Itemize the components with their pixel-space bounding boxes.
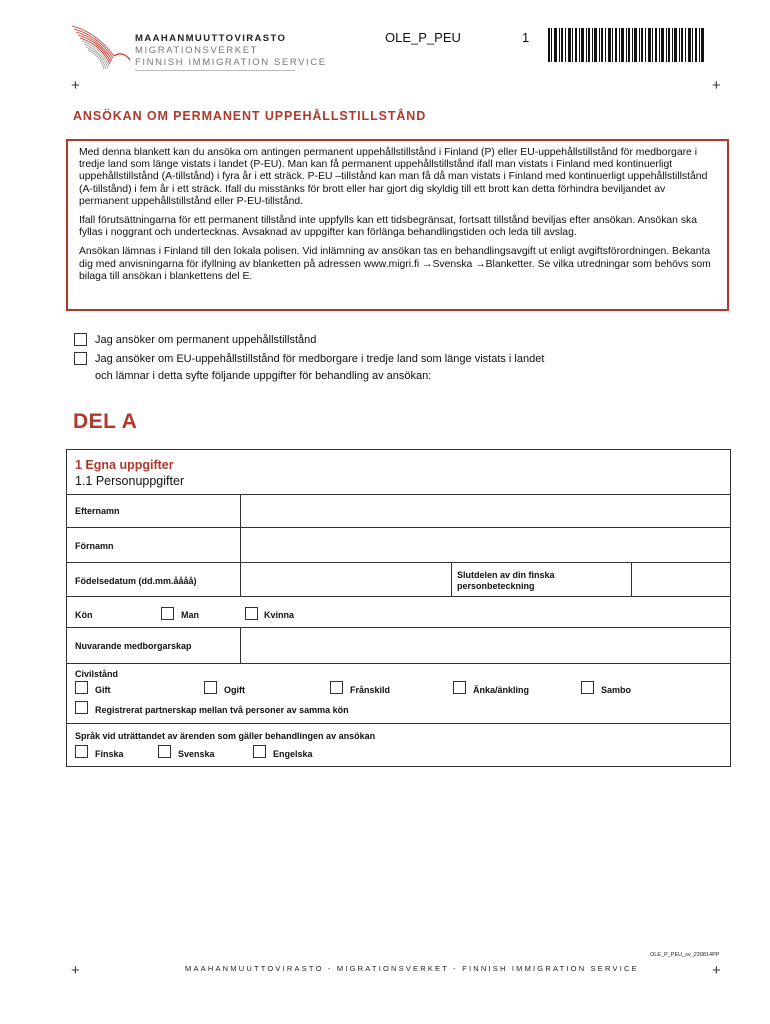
row-divider — [67, 663, 730, 664]
crosshair-icon: + — [71, 77, 80, 94]
org-name-fi: MAAHANMUUTTOVIRASTO — [135, 33, 287, 44]
header-rule — [135, 70, 295, 71]
checkbox-permanent-permit[interactable] — [74, 333, 87, 346]
footer-org-line: MAAHANMUUTTOVIRASTO - MIGRATIONSVERKET - FINNISH IMMIGRATION SERVICE — [185, 964, 639, 973]
checkbox-cohabiting[interactable] — [581, 681, 594, 694]
unmarried-label: Ogift — [224, 685, 245, 695]
column-divider — [451, 562, 452, 596]
intro-paragraph-3: Ansökan lämnas i Finland till den lokala polisen. Vid inlämning av ansökan tas en behandlingsavgift ut enligt avgiftsförordningen. Bekanta dig med anvisningarna för ifyllning av blanketten på adressen www.migri.fi →Svenska →Blanketter. Se vilka utredningar som behövs som bilaga till ansökan i blankettens del E. — [79, 246, 711, 282]
section-subtitle: 1.1 Personuppgifter — [75, 474, 185, 488]
male-label: Man — [181, 610, 199, 620]
pin-label: Slutdelen av din finska — [457, 570, 555, 580]
section-title: 1 Egna uppgifter — [75, 458, 174, 472]
widowed-label: Änka/änkling — [473, 685, 530, 695]
married-label: Gift — [95, 685, 111, 695]
first-names-label: Förnamn — [75, 541, 114, 551]
citizenship-field[interactable] — [241, 628, 730, 663]
pin-label-cont: personbeteckning — [457, 581, 535, 591]
footer-form-code: OLE_P_PEU_sv_230814PP — [650, 952, 720, 958]
swedish-label: Svenska — [178, 749, 215, 759]
checkbox-male[interactable] — [161, 607, 174, 620]
checkbox-registered-partnership[interactable] — [75, 701, 88, 714]
pin-field[interactable] — [632, 563, 730, 596]
finnish-label: Finska — [95, 749, 124, 759]
page-number: 1 — [522, 30, 530, 45]
barcode-icon — [548, 28, 706, 62]
org-name-en: FINNISH IMMIGRATION SERVICE — [135, 57, 327, 68]
english-label: Engelska — [273, 749, 313, 759]
crosshair-icon: + — [712, 962, 721, 979]
first-names-field[interactable] — [241, 528, 730, 562]
dob-field[interactable] — [241, 563, 451, 596]
option-eu-permit-label-cont: och lämnar i detta syfte följande uppgifter för behandling av ansökan: — [95, 370, 432, 382]
part-heading: DEL A — [73, 410, 138, 433]
intro-paragraph-2: Ifall förutsättningarna för ett permanent tillstånd inte uppfylls kan ett tidsbegränsat, fortsatt tillstånd beviljas efter ansökan. Ansökan ska fyllas i noggrant och undertecknas. Avsaknad av uppgifter kan förlänga behandlingstiden och leda till avslag. — [79, 215, 698, 239]
citizenship-label: Nuvarande medborgarskap — [75, 641, 192, 651]
language-label: Språk vid uträttandet av ärenden som gäller behandlingen av ansökan — [75, 731, 376, 741]
surname-label: Efternamn — [75, 506, 120, 516]
checkbox-unmarried[interactable] — [204, 681, 217, 694]
crosshair-icon: + — [71, 962, 80, 979]
checkbox-swedish[interactable] — [158, 745, 171, 758]
option-permanent-permit-label: Jag ansöker om permanent uppehållstillstånd — [95, 334, 317, 346]
intro-paragraph-1: Med denna blankett kan du ansöka om antingen permanent uppehållstillstånd i Finland (P) eller EU-uppehållstillstånd för medborgare i tredje land som länge vistats i landet (P-EU). Man kan få permanent uppehållstillstånd ifall man vistats i Finland med kontinuerligt uppehållstillstånd (A-tillstånd) i fyra år i ett sträck. P-EU –tillstånd kan man få då man vistats i Finland med kontinuerligt uppehållstillstånd (A-tillstånd) i fem år i ett sträck. Ifall du misstänks för brott eller har gjort dig skyldig till ett brott kan detta förhindra beviljandet av permanent uppehållstillstånd eller P-EU-tillstånd. — [79, 147, 708, 207]
cohabiting-label: Sambo — [601, 685, 632, 695]
instructions-box — [66, 139, 729, 311]
wing-logo-icon — [70, 24, 132, 70]
checkbox-widowed[interactable] — [453, 681, 466, 694]
sex-label: Kön — [75, 610, 93, 620]
surname-field[interactable] — [241, 495, 730, 527]
row-divider — [67, 596, 730, 597]
checkbox-eu-permit[interactable] — [74, 352, 87, 365]
org-name-sv: MIGRATIONSVERKET — [135, 45, 259, 56]
row-divider — [67, 723, 730, 724]
dob-label: Födelsedatum (dd.mm.åååå) — [75, 576, 197, 586]
form-code: OLE_P_PEU — [385, 30, 461, 45]
checkbox-english[interactable] — [253, 745, 266, 758]
checkbox-female[interactable] — [245, 607, 258, 620]
option-eu-permit-label: Jag ansöker om EU-uppehållstillstånd för medborgare i tredje land som länge vistats i landet — [95, 353, 545, 365]
crosshair-icon: + — [712, 77, 721, 94]
personal-details-section — [66, 449, 731, 767]
registered-partnership-label: Registrerat partnerskap mellan två personer av samma kön — [95, 705, 349, 715]
checkbox-finnish[interactable] — [75, 745, 88, 758]
marital-status-label: Civilstånd — [75, 669, 119, 679]
checkbox-divorced[interactable] — [330, 681, 343, 694]
female-label: Kvinna — [264, 610, 295, 620]
form-title: ANSÖKAN OM PERMANENT UPPEHÅLLSTILLSTÅND — [73, 109, 427, 123]
checkbox-married[interactable] — [75, 681, 88, 694]
divorced-label: Frånskild — [350, 685, 391, 695]
